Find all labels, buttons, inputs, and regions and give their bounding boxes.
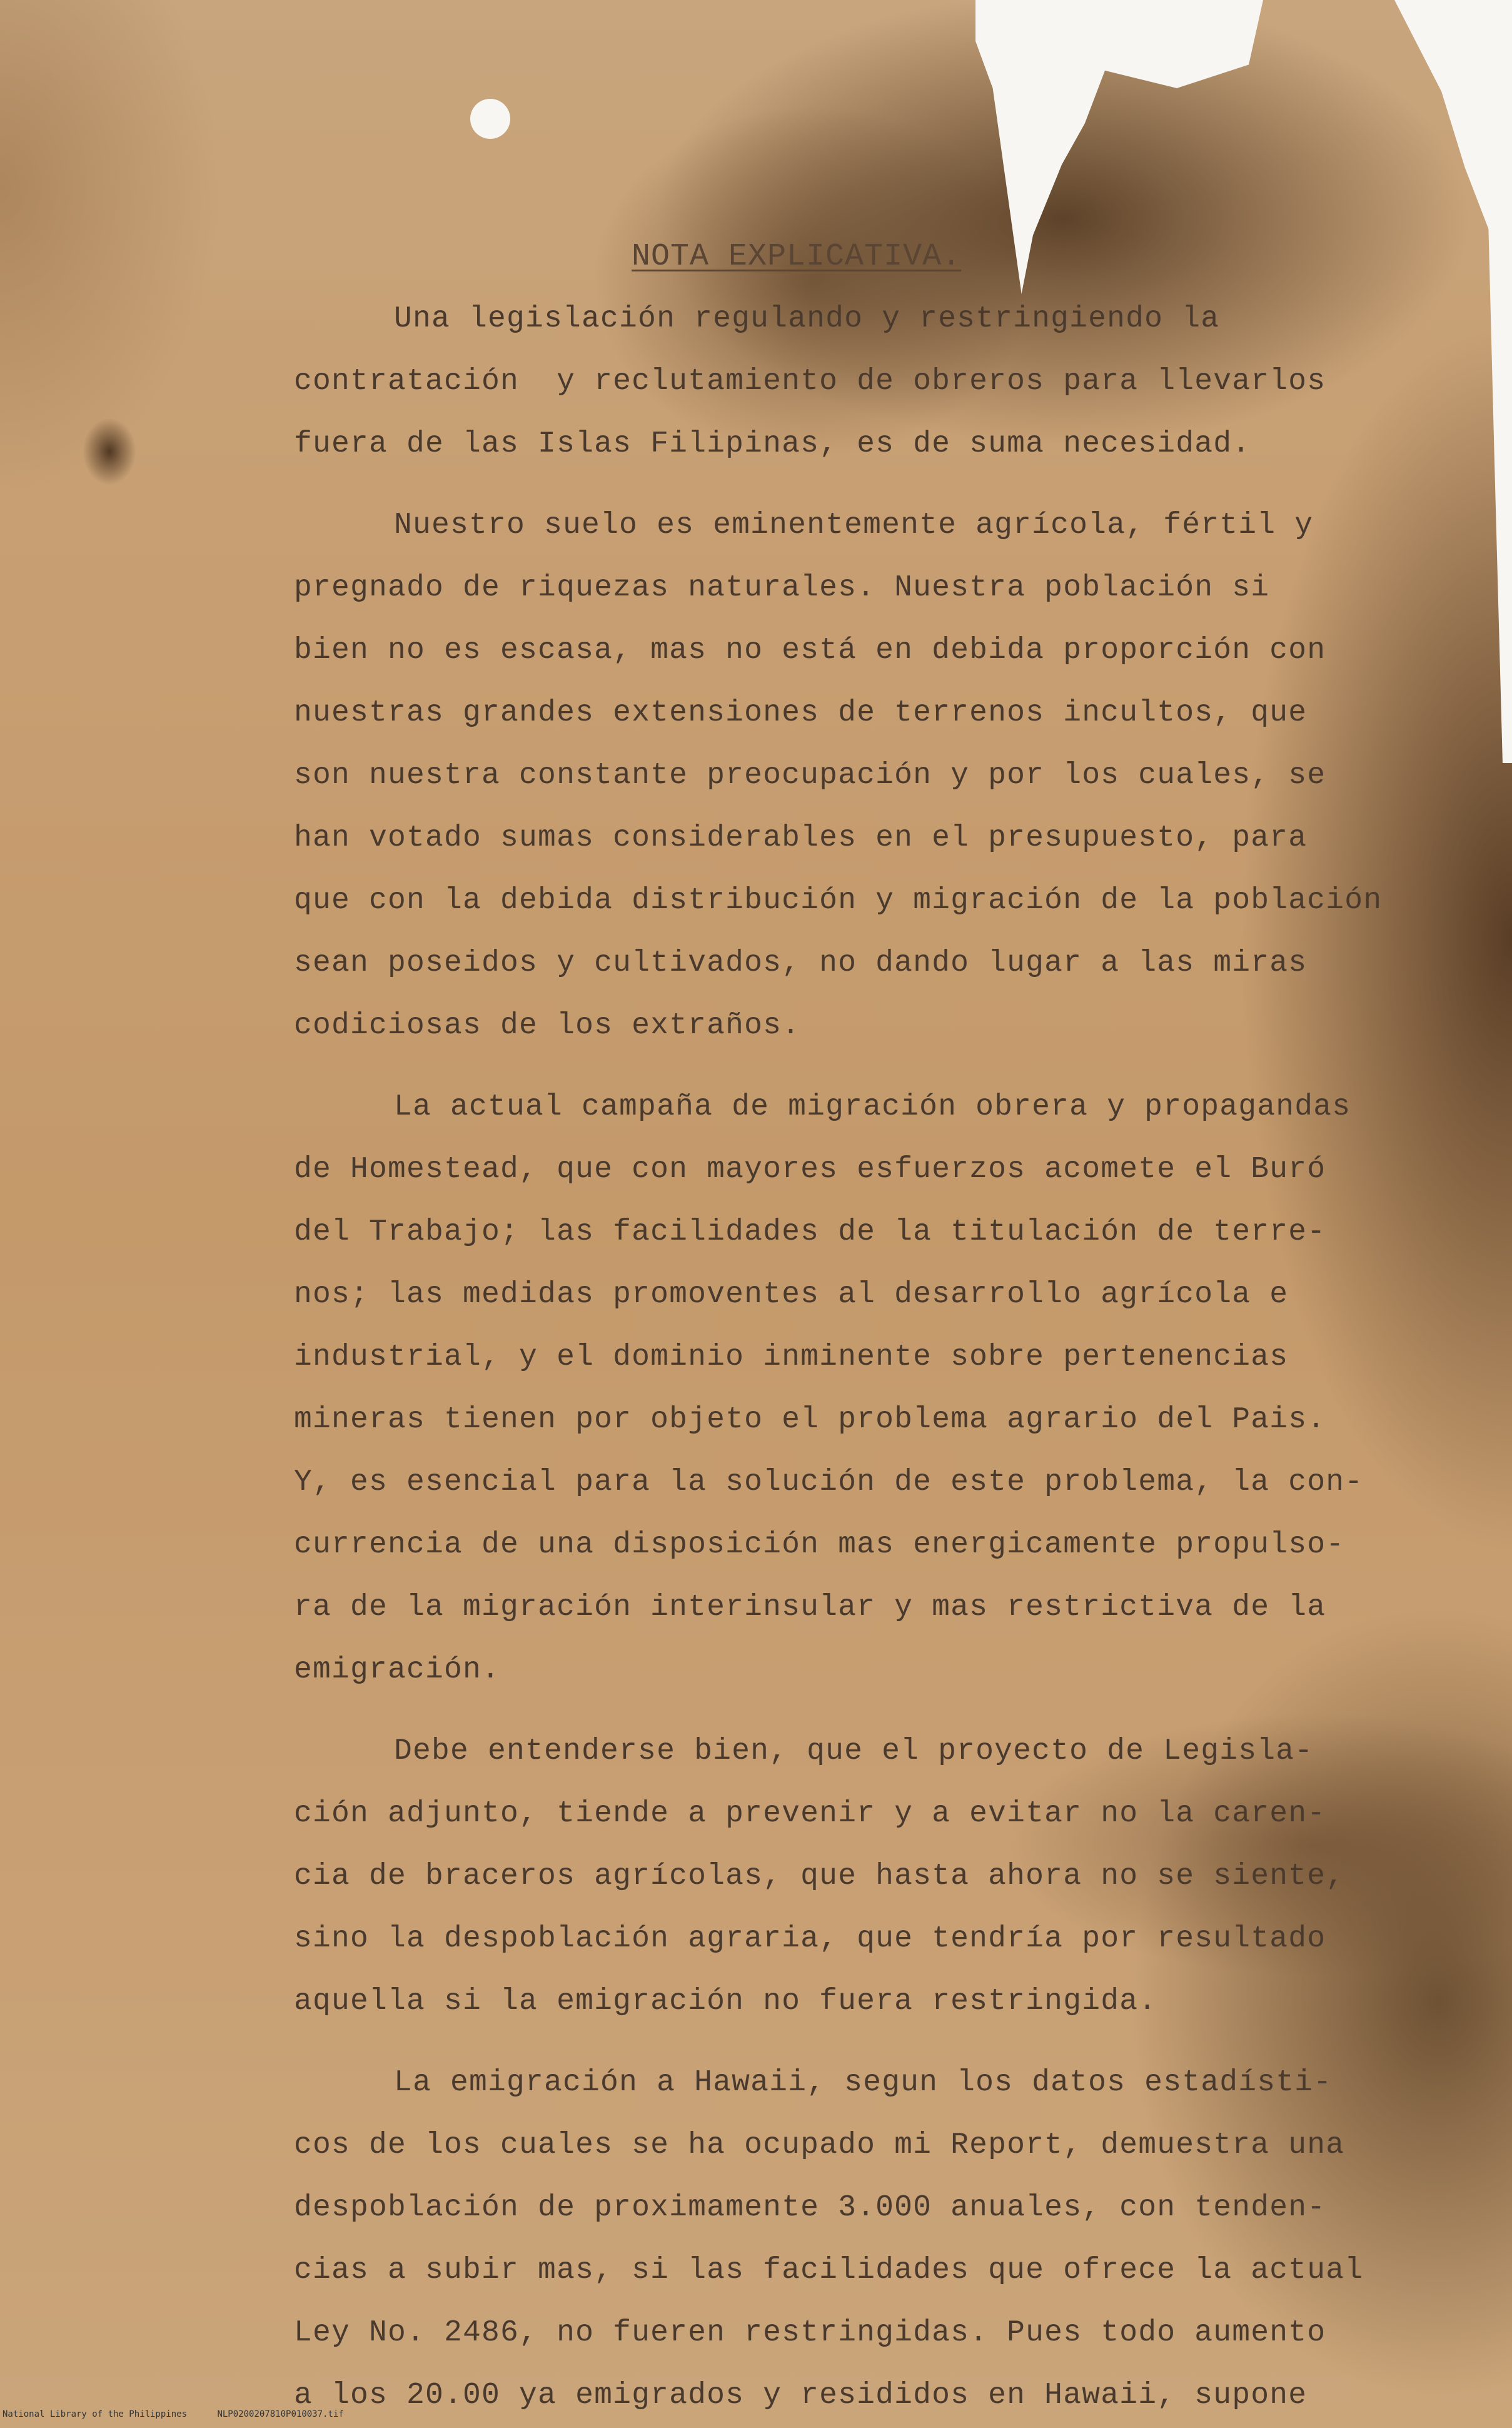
text-line: de Homestead, que con mayores esfuerzos acomete el Buró xyxy=(294,1153,1326,1186)
text-line: codiciosas de los extraños. xyxy=(294,1009,801,1043)
paragraph-gap xyxy=(294,475,1394,494)
text-line: Debe entenderse bien, que el proyecto de Legisla- xyxy=(394,1734,1314,1768)
text-line: despoblación de proximamente 3.000 anuales, con tenden- xyxy=(294,2191,1326,2225)
ink-stain xyxy=(83,418,136,485)
text-line: pregnado de riquezas naturales. Nuestra población si xyxy=(294,571,1270,605)
text-line: que con la debida distribución y migración de la población xyxy=(294,884,1383,918)
text-line: emigración. xyxy=(294,1653,501,1687)
text-line: son nuestra constante preocupación y por los cuales, se xyxy=(294,759,1326,792)
text-line: sean poseidos y cultivados, no dando lugar a las miras xyxy=(294,946,1308,980)
text-line: a los 20.00 ya emigrados y resididos en Hawaii, supone xyxy=(294,2379,1308,2412)
document-body xyxy=(294,288,1394,2427)
text-line: cia de braceros agrícolas, que hasta ahora no se siente, xyxy=(294,1859,1345,1893)
scan-footer xyxy=(3,2409,369,2419)
library-credit: National Library of the Philippines xyxy=(3,2409,188,2419)
torn-paper-edge xyxy=(1394,0,1512,763)
text-line: La emigración a Hawaii, segun los datos estadísti- xyxy=(394,2066,1333,2100)
text-line: sino la despoblación agraria, que tendría por resultado xyxy=(294,1922,1326,1956)
text-line: ra de la migración interinsular y mas restrictiva de la xyxy=(294,1591,1326,1624)
text-line: del Trabajo; las facilidades de la titulación de terre- xyxy=(294,1215,1326,1249)
text-line: nos; las medidas promoventes al desarrollo agrícola e xyxy=(294,1278,1289,1312)
text-line: contratación y reclutamiento de obreros para llevarlos xyxy=(294,365,1326,398)
text-line: bien no es escasa, mas no está en debida proporción con xyxy=(294,634,1326,667)
text-line: fuera de las Islas Filipinas, es de suma necesidad. xyxy=(294,427,1251,461)
document-title: NOTA EXPLICATIVA. xyxy=(632,239,962,275)
text-line: cos de los cuales se ha ocupado mi Report, demuestra una xyxy=(294,2128,1345,2162)
text-line: La actual campaña de migración obrera y propagandas xyxy=(394,1090,1351,1124)
text-line: mineras tienen por objeto el problema agrario del Pais. xyxy=(294,1403,1326,1437)
text-line: Y, es esencial para la solución de este problema, la con- xyxy=(294,1465,1364,1499)
text-line: Nuestro suelo es eminentemente agrícola, fértil y xyxy=(394,508,1314,542)
paragraph-gap xyxy=(294,2033,1394,2051)
text-line: industrial, y el dominio inminente sobre pertenencias xyxy=(294,1340,1289,1374)
text-line: han votado sumas considerables en el presupuesto, para xyxy=(294,821,1308,855)
text-line: nuestras grandes extensiones de terrenos incultos, que xyxy=(294,696,1308,730)
file-identifier: NLP0200207810P010037.tif xyxy=(217,2409,344,2419)
paragraph-gap xyxy=(294,1057,1394,1076)
torn-paper-gap xyxy=(975,0,1263,294)
punch-hole xyxy=(470,99,510,139)
text-line: Una legislación regulando y restringiendo la xyxy=(394,302,1220,336)
paragraph-gap xyxy=(294,1701,1394,1720)
text-line: aquella si la emigración no fuera restringida. xyxy=(294,1985,1157,2018)
text-line: cias a subir mas, si las facilidades que ofrece la actual xyxy=(294,2253,1364,2287)
text-line: ción adjunto, tiende a prevenir y a evitar no la caren- xyxy=(294,1797,1326,1831)
text-line: Ley No. 2486, no fueren restringidas. Pues todo aumento xyxy=(294,2316,1326,2350)
text-line: currencia de una disposición mas energicamente propulso- xyxy=(294,1528,1345,1562)
